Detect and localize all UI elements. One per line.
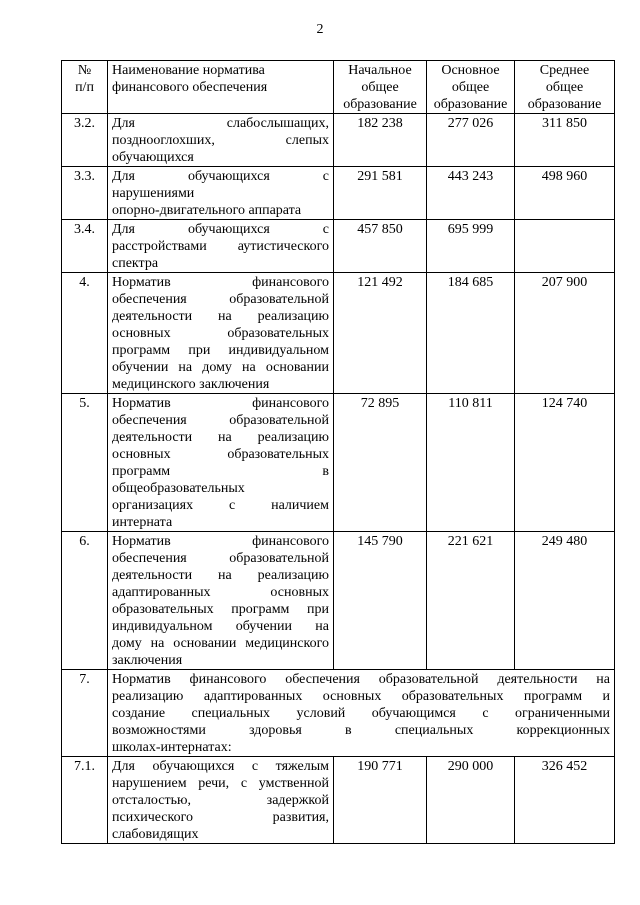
row-name <box>108 273 334 394</box>
row-num: 5. <box>62 394 108 532</box>
name-line: заключения <box>112 653 183 668</box>
name-line: Для обучающихся с <box>112 222 329 237</box>
row-basic: 221 621 <box>427 532 515 670</box>
name-line: отсталостью, задержкой <box>112 793 329 808</box>
name-line: Норматив финансового <box>112 275 329 290</box>
row-secondary: 124 740 <box>515 394 615 532</box>
row-primary: 457 850 <box>334 220 427 273</box>
row-7-num: 7. <box>62 670 108 757</box>
table-row <box>62 532 615 670</box>
name-line: Норматив финансового <box>112 534 329 549</box>
row-basic: 695 999 <box>427 220 515 273</box>
header-name: Наименование норматива финансового обеспечения <box>108 61 334 114</box>
table-row <box>62 273 615 394</box>
row-7-text <box>108 670 615 757</box>
row-basic: 443 243 <box>427 167 515 220</box>
row-basic: 184 685 <box>427 273 515 394</box>
name-line: обеспечения образовательной <box>112 292 329 307</box>
name-line: спектра <box>112 256 159 271</box>
name-line: обучающихся <box>112 150 194 165</box>
table-header-row <box>62 61 615 114</box>
row-7-1-name <box>108 757 334 844</box>
row-7-1-primary: 190 771 <box>334 757 427 844</box>
name-line: нарушениями <box>112 186 195 201</box>
name-line: дому на основании медицинского <box>112 636 329 651</box>
header-secondary: Среднее общее образование <box>515 61 615 114</box>
name-line: медицинского заключения <box>112 377 270 392</box>
name-line: программ в <box>112 464 329 479</box>
row-7-text-line: школах-интернатах: <box>112 740 232 755</box>
name-line: обучении на дому на основании <box>112 360 329 375</box>
row-7-text-line: возможностями здоровья в специальных коррекционных <box>112 723 610 738</box>
row-num: 3.3. <box>62 167 108 220</box>
row-primary: 121 492 <box>334 273 427 394</box>
name-line: нарушением речи, с умственной <box>112 776 329 791</box>
name-line: Для обучающихся с <box>112 169 329 184</box>
row-name <box>108 220 334 273</box>
table-row <box>62 394 615 532</box>
table-row-7 <box>62 670 615 757</box>
row-primary: 291 581 <box>334 167 427 220</box>
row-primary: 72 895 <box>334 394 427 532</box>
row-secondary: 311 850 <box>515 114 615 167</box>
name-line: индивидуальном обучении на <box>112 619 329 634</box>
row-num: 3.4. <box>62 220 108 273</box>
name-line: деятельности на реализацию <box>112 309 329 324</box>
name-line: деятельности на реализацию <box>112 568 329 583</box>
table-row <box>62 220 615 273</box>
row-7-text-line: реализацию адаптированных основных образовательных программ и <box>112 689 610 704</box>
name-line: расстройствами аутистического <box>112 239 329 254</box>
name-line: деятельности на реализацию <box>112 430 329 445</box>
row-basic: 277 026 <box>427 114 515 167</box>
table-row-7-1 <box>62 757 615 844</box>
row-name <box>108 114 334 167</box>
name-line: адаптированных основных <box>112 585 329 600</box>
name-line: основных образовательных <box>112 447 329 462</box>
name-line: Для слабослышащих, <box>112 116 329 131</box>
row-primary: 145 790 <box>334 532 427 670</box>
financing-norms-table <box>61 60 615 844</box>
name-line: позднооглохших, слепых <box>112 133 329 148</box>
name-line: основных образовательных <box>112 326 329 341</box>
row-7-text-line: создание специальных условий обучающимся с ограниченными <box>112 706 610 721</box>
name-line: опорно-двигательного аппарата <box>112 203 302 218</box>
row-7-text-line: Норматив финансового обеспечения образовательной деятельности на <box>112 672 610 687</box>
row-7-1-basic: 290 000 <box>427 757 515 844</box>
name-line: общеобразовательных <box>112 481 245 496</box>
row-primary: 182 238 <box>334 114 427 167</box>
header-basic: Основное общее образование <box>427 61 515 114</box>
header-primary: Начальное общее образование <box>334 61 427 114</box>
row-name <box>108 394 334 532</box>
row-7-1-secondary: 326 452 <box>515 757 615 844</box>
name-line: психического развития, <box>112 810 329 825</box>
name-line: образовательных программ при <box>112 602 329 617</box>
row-name <box>108 532 334 670</box>
name-line: слабовидящих <box>112 827 199 842</box>
row-7-1-num: 7.1. <box>62 757 108 844</box>
row-secondary: 498 960 <box>515 167 615 220</box>
page-number: 2 <box>316 22 324 37</box>
row-basic: 110 811 <box>427 394 515 532</box>
row-secondary: 207 900 <box>515 273 615 394</box>
name-line: обеспечения образовательной <box>112 413 329 428</box>
name-line: интерната <box>112 515 173 530</box>
name-line: программ при индивидуальном <box>112 343 329 358</box>
name-line: организациях с наличием <box>112 498 329 513</box>
name-line: Для обучающихся с тяжелым <box>112 759 329 774</box>
table-row <box>62 167 615 220</box>
row-num: 4. <box>62 273 108 394</box>
name-line: Норматив финансового <box>112 396 329 411</box>
row-name <box>108 167 334 220</box>
row-secondary: 249 480 <box>515 532 615 670</box>
table-row <box>62 114 615 167</box>
header-num: № п/п <box>62 61 108 114</box>
row-num: 6. <box>62 532 108 670</box>
name-line: обеспечения образовательной <box>112 551 329 566</box>
row-secondary <box>515 220 615 273</box>
row-num: 3.2. <box>62 114 108 167</box>
